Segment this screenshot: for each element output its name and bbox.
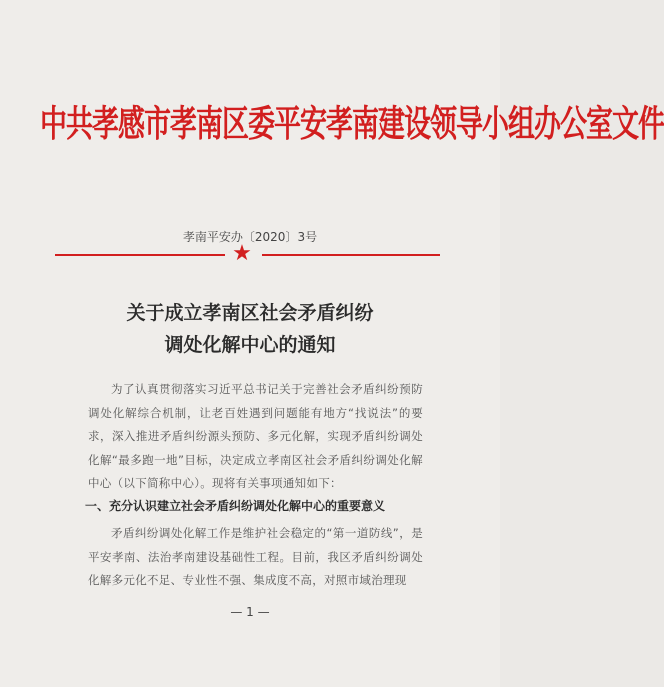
org-header: 中共孝感市孝南区委平安孝南建设领导小组办公室文件 [40, 103, 664, 146]
page-number: — 1 — [230, 605, 270, 619]
paragraph-intro: 为了认真贯彻落实习近平总书记关于完善社会矛盾纠纷预防调处化解综合机制，让老百姓遇到问题能有地方“找说法”的要求，深入推进矛盾纠纷源头预防、多元化解，实现矛盾纠纷调处化解“最多跑一地”目标，决定成立孝南区社会矛盾纠纷调处化解中心（以下简称中心）。现将有关事项通知如下： [88, 382, 423, 490]
notice-title-line2: 调处化解中心的通知 [164, 334, 336, 356]
section-heading-1: 一、充分认识建立社会矛盾纠纷调处化解中心的重要意义 [85, 499, 386, 513]
header-divider-right [262, 254, 440, 256]
paragraph-section1: 矛盾纠纷调处化解工作是维护社会稳定的“第一道防线”，是平安孝南、法治孝南建设基础性工程。目前，我区矛盾纠纷调处化解多元化不足、专业性不强、集成度不高，对照市域治理现 [88, 526, 423, 587]
star-icon: ★ [232, 241, 252, 266]
doc-number: 孝南平安办〔2020〕3号 [182, 230, 318, 244]
notice-title-line1: 关于成立孝南区社会矛盾纠纷 [126, 302, 374, 324]
header-divider-left [55, 254, 225, 256]
